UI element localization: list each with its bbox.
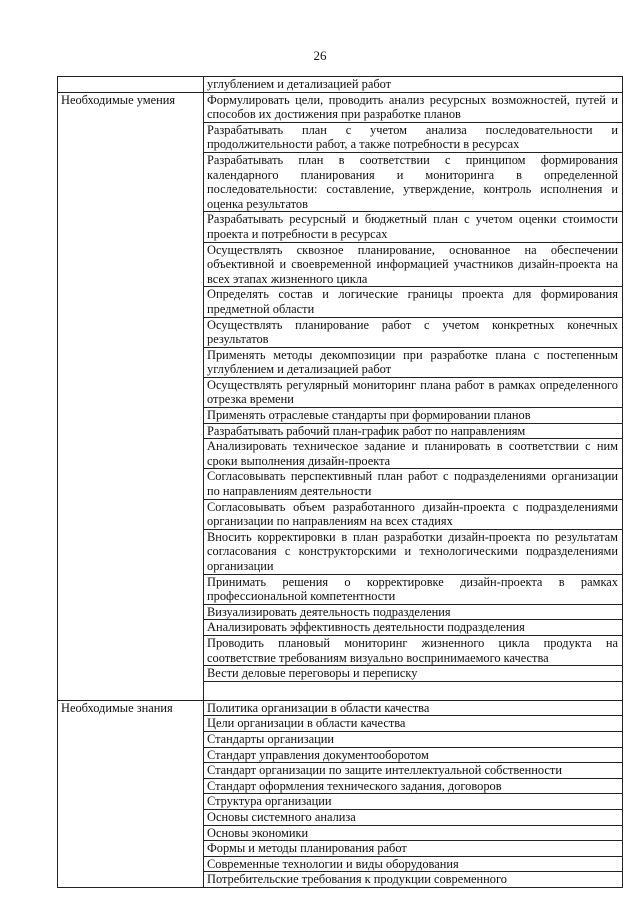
requirement-item: Применять отраслевые стандарты при формировании планов <box>204 408 623 424</box>
requirement-item: Согласовывать перспективный план работ с подразделениями организации по направлениям деятельности <box>204 469 623 499</box>
requirement-item: Потребительские требования к продукции современного <box>204 872 623 888</box>
requirement-item: Принимать решения о корректировке дизайн-проекта в рамках профессиональной компетентности <box>204 574 623 604</box>
requirement-item: Стандарт организации по защите интеллектуальной собственности <box>204 763 623 779</box>
requirement-item: Стандарты организации <box>204 731 623 747</box>
requirement-item: Структура организации <box>204 794 623 810</box>
blank-cell <box>204 681 623 700</box>
requirement-item: Формулировать цели, проводить анализ ресурсных возможностей, путей и способов их достижения при разработке планов <box>204 92 623 122</box>
requirement-item: Вести деловые переговоры и переписку <box>204 666 623 682</box>
requirement-item: Основы системного анализа <box>204 809 623 825</box>
requirements-table-body <box>58 77 623 888</box>
requirement-item: Анализировать эффективность деятельности подразделения <box>204 620 623 636</box>
requirement-item: Согласовывать объем разработанного дизайн-проекта с подразделениями организации по направлениям на всех стадиях <box>204 499 623 529</box>
requirement-item: Цели организации в области качества <box>204 716 623 732</box>
requirement-item: Стандарт управления документооборотом <box>204 747 623 763</box>
requirement-item: Осуществлять сквозное планирование, основанное на обеспечении объективной и своевременной информацией участников дизайн-проекта на всех этапах жизненного цикла <box>204 242 623 287</box>
requirement-item: Разрабатывать план с учетом анализа последовательности и продолжительности работ, а также потребности в ресурсах <box>204 122 623 152</box>
requirement-item: Формы и методы планирования работ <box>204 841 623 857</box>
requirement-item: Стандарт оформления технического задания, договоров <box>204 778 623 794</box>
table-row <box>58 77 623 93</box>
section-label <box>58 77 204 93</box>
page-number: 26 <box>313 48 327 63</box>
requirement-item: Определять состав и логические границы проекта для формирования предметной области <box>204 287 623 317</box>
requirements-table <box>57 76 623 888</box>
requirement-item: Разрабатывать рабочий план-график работ по направлениям <box>204 423 623 439</box>
requirement-item: Основы экономики <box>204 825 623 841</box>
requirement-item: Разрабатывать план в соответствии с принципом формирования календарного планирования и мониторинга в определенной последовательности: составление, утверждение, контроль исполнения и оценка результатов <box>204 152 623 211</box>
requirement-item: углублением и детализацией работ <box>204 77 623 93</box>
requirement-item: Применять методы декомпозиции при разработке плана с постепенным углублением и детализацией работ <box>204 347 623 377</box>
requirement-item: Современные технологии и виды оборудования <box>204 856 623 872</box>
requirement-item: Проводить плановый мониторинг жизненного цикла продукта на соответствие требованиям визуально воспринимаемого качества <box>204 635 623 665</box>
section-label: Необходимые умения <box>58 92 204 700</box>
requirement-item: Осуществлять планирование работ с учетом конкретных конечных результатов <box>204 317 623 347</box>
requirement-item: Разрабатывать ресурсный и бюджетный план с учетом оценки стоимости проекта и потребности в ресурсах <box>204 212 623 242</box>
requirement-item: Визуализировать деятельность подразделения <box>204 604 623 620</box>
table-row <box>58 92 623 122</box>
requirement-item: Осуществлять регулярный мониторинг плана работ в рамках определенного отрезка времени <box>204 377 623 407</box>
table-row <box>58 700 623 716</box>
requirement-item: Политика организации в области качества <box>204 700 623 716</box>
section-label: Необходимые знания <box>58 700 204 887</box>
requirement-item: Вносить корректировки в план разработки дизайн-проекта по результатам согласования с конструкторскими и технологическими подразделениями организации <box>204 529 623 574</box>
requirement-item: Анализировать техническое задание и планировать в соответствии с ним сроки выполнения дизайн-проекта <box>204 439 623 469</box>
